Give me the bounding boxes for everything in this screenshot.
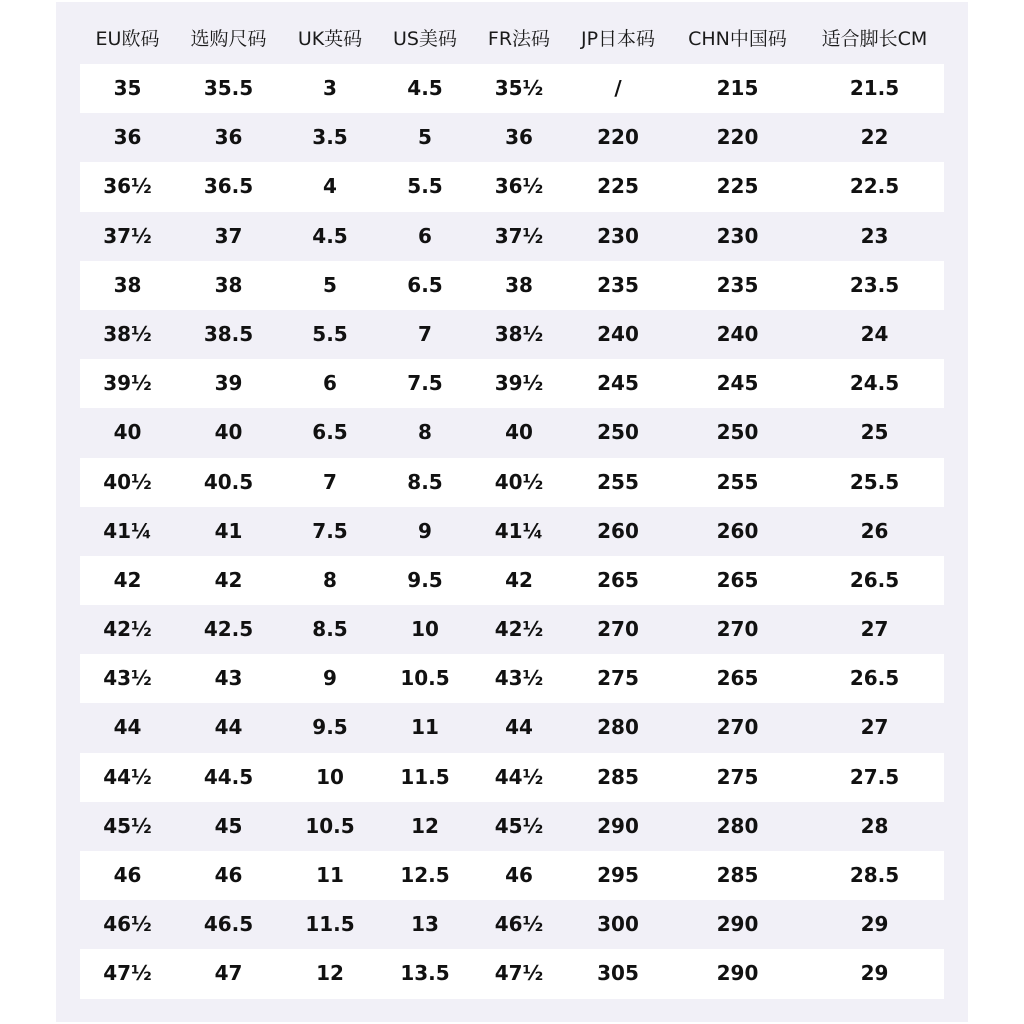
cell-us: 13 [411,912,439,937]
cell-us: 10 [411,617,439,642]
cell-foot-length: 25 [860,420,889,445]
cell-uk: 10 [316,764,344,789]
cell-fr: 46 [505,863,533,887]
cell-jp: 250 [597,420,639,445]
cell-eu: 36½ [103,174,152,199]
header-chn: CHN中国码 [688,28,787,50]
cell-jp: 295 [597,863,639,887]
cell-purchase-size: 47 [214,961,243,986]
cell-eu: 44½ [103,764,152,789]
header-uk: UK英码 [297,28,363,50]
cell-foot-length: 27.5 [849,764,900,789]
table-row [80,113,944,162]
cell-us: 11 [411,715,439,740]
cell-jp: 260 [597,518,639,543]
cell-purchase-size: 38 [214,272,243,297]
cell-eu: 46 [113,863,142,887]
cell-foot-length: 23.5 [849,272,900,297]
cell-uk: 11.5 [305,912,355,937]
header-eu: EU欧码 [95,28,160,50]
cell-eu: 40 [113,420,142,445]
table-row [80,753,944,802]
cell-uk: 8.5 [312,617,348,642]
cell-uk: 6 [323,371,337,396]
cell-us: 8 [418,420,432,445]
table-row [80,802,944,851]
cell-purchase-size: 41 [214,518,243,543]
table-row [80,507,944,556]
cell-uk: 5 [323,272,337,297]
cell-chn: 265 [716,567,759,592]
table-row [80,900,944,949]
table-row [80,408,944,457]
cell-fr: 42 [505,567,533,592]
size-chart-header [0,0,1024,64]
cell-uk: 9.5 [312,715,348,740]
cell-jp: 275 [597,666,639,691]
cell-chn: 235 [716,272,759,297]
cell-uk: 4 [323,174,337,199]
cell-fr: 40 [505,420,533,445]
cell-foot-length: 28 [860,813,889,838]
cell-fr: 39½ [494,371,544,396]
cell-fr: 46½ [494,912,544,937]
cell-jp: 230 [597,223,639,248]
cell-chn: 245 [716,371,759,396]
cell-foot-length: 28.5 [849,863,900,887]
cell-eu: 46½ [103,912,152,937]
cell-us: 8.5 [407,469,443,494]
cell-uk: 8 [323,567,337,592]
cell-us: 4.5 [407,76,443,100]
cell-jp: 280 [597,715,639,740]
cell-us: 13.5 [400,961,450,986]
cell-foot-length: 25.5 [849,469,900,494]
cell-chn: 240 [716,321,759,346]
cell-foot-length: 24.5 [849,371,900,396]
cell-foot-length: 29 [860,912,889,937]
cell-chn: 275 [716,764,759,789]
cell-uk: 5.5 [312,321,348,346]
cell-jp: 290 [597,813,639,838]
cell-fr: 37½ [494,223,544,248]
table-row [80,162,944,211]
cell-purchase-size: 44.5 [203,764,254,789]
cell-uk: 9 [323,666,337,691]
cell-jp: 245 [597,371,639,396]
cell-purchase-size: 43 [214,666,243,691]
cell-fr: 47½ [494,961,544,986]
cell-jp: 265 [597,567,639,592]
cell-eu: 35 [113,76,142,100]
cell-uk: 12 [316,961,344,986]
cell-uk: 10.5 [305,813,355,838]
cell-foot-length: 26.5 [849,666,900,691]
cell-fr: 36½ [494,174,544,199]
cell-jp: 225 [597,174,639,199]
cell-us: 9 [418,518,432,543]
cell-fr: 40½ [494,469,544,494]
cell-eu: 44 [113,715,142,740]
cell-eu: 39½ [103,371,152,396]
cell-chn: 225 [716,174,759,199]
cell-purchase-size: 45 [214,813,243,838]
cell-foot-length: 27 [860,617,889,642]
cell-us: 5 [418,125,432,150]
cell-purchase-size: 37 [214,223,243,248]
cell-fr: 41¼ [494,518,544,543]
cell-purchase-size: 38.5 [203,321,254,346]
cell-foot-length: 29 [860,961,889,986]
cell-chn: 290 [716,912,759,937]
cell-fr: 35½ [494,76,544,100]
cell-jp: 235 [597,272,639,297]
cell-chn: 260 [716,518,759,543]
cell-purchase-size: 46.5 [203,912,254,937]
cell-us: 9.5 [407,567,443,592]
cell-uk: 4.5 [312,223,348,248]
table-row [80,64,944,113]
header-purchase-size: 选购尺码 [190,28,267,50]
cell-us: 6.5 [407,272,443,297]
cell-eu: 43½ [103,666,152,691]
cell-chn: 230 [716,223,759,248]
cell-purchase-size: 35.5 [203,76,254,100]
table-row [80,605,944,654]
cell-jp: 220 [597,125,639,150]
cell-chn: 290 [716,961,759,986]
cell-uk: 3 [323,76,337,100]
cell-eu: 45½ [103,813,152,838]
table-row [80,654,944,703]
cell-purchase-size: 42 [214,567,243,592]
cell-eu: 41¼ [103,518,152,543]
header-jp: JP日本码 [580,28,656,50]
cell-chn: 250 [716,420,759,445]
cell-jp: 285 [597,764,639,789]
cell-fr: 43½ [494,666,544,691]
cell-fr: 38½ [494,321,544,346]
cell-chn: 270 [716,617,759,642]
cell-fr: 36 [505,125,533,150]
cell-purchase-size: 36 [214,125,243,150]
cell-uk: 3.5 [312,125,348,150]
cell-us: 10.5 [400,666,450,691]
cell-purchase-size: 40 [214,420,243,445]
cell-fr: 42½ [494,617,544,642]
cell-chn: 215 [716,76,759,100]
cell-fr: 38 [505,272,533,297]
cell-eu: 42 [113,567,142,592]
cell-us: 12.5 [400,863,450,887]
cell-chn: 220 [716,125,759,150]
header-us: US美码 [393,28,457,50]
cell-foot-length: 24 [860,321,889,346]
cell-uk: 7.5 [312,518,348,543]
cell-eu: 38 [113,272,142,297]
cell-eu: 36 [113,125,142,150]
cell-foot-length: 26 [860,518,889,543]
cell-eu: 37½ [103,223,152,248]
cell-jp: 300 [597,912,639,937]
table-row [80,703,944,752]
header-foot-length: 适合脚长CM [821,28,928,50]
cell-jp: / [614,76,622,100]
cell-purchase-size: 42.5 [203,617,254,642]
cell-uk: 7 [323,469,337,494]
cell-foot-length: 22.5 [849,174,900,199]
cell-foot-length: 26.5 [849,567,900,592]
cell-purchase-size: 40.5 [203,469,254,494]
cell-foot-length: 27 [860,715,889,740]
cell-fr: 45½ [494,813,544,838]
cell-eu: 38½ [103,321,152,346]
cell-uk: 6.5 [312,420,348,445]
cell-purchase-size: 36.5 [203,174,254,199]
cell-us: 12 [411,813,439,838]
cell-foot-length: 22 [860,125,889,150]
size-chart-table [80,64,944,999]
table-row [80,310,944,359]
cell-foot-length: 21.5 [849,76,900,100]
table-row [80,851,944,900]
cell-us: 6 [418,223,432,248]
cell-uk: 11 [316,863,344,887]
cell-eu: 42½ [103,617,152,642]
cell-foot-length: 23 [860,223,889,248]
table-row [80,556,944,605]
cell-us: 11.5 [400,764,450,789]
cell-us: 5.5 [407,174,443,199]
table-row [80,458,944,507]
cell-chn: 265 [716,666,759,691]
cell-chn: 280 [716,813,759,838]
cell-jp: 255 [597,469,639,494]
cell-purchase-size: 46 [214,863,243,887]
table-row [80,949,944,998]
cell-chn: 270 [716,715,759,740]
cell-chn: 285 [716,863,759,887]
cell-fr: 44½ [494,764,544,789]
cell-fr: 44 [505,715,533,740]
table-row [80,359,944,408]
cell-eu: 40½ [103,469,152,494]
cell-jp: 305 [597,961,639,986]
cell-eu: 47½ [103,961,152,986]
cell-purchase-size: 44 [214,715,243,740]
cell-purchase-size: 39 [214,371,243,396]
cell-us: 7.5 [407,371,443,396]
cell-jp: 240 [597,321,639,346]
table-row [80,212,944,261]
header-fr: FR法码 [487,28,551,50]
cell-chn: 255 [716,469,759,494]
table-row [80,261,944,310]
cell-us: 7 [418,321,432,346]
cell-jp: 270 [597,617,639,642]
